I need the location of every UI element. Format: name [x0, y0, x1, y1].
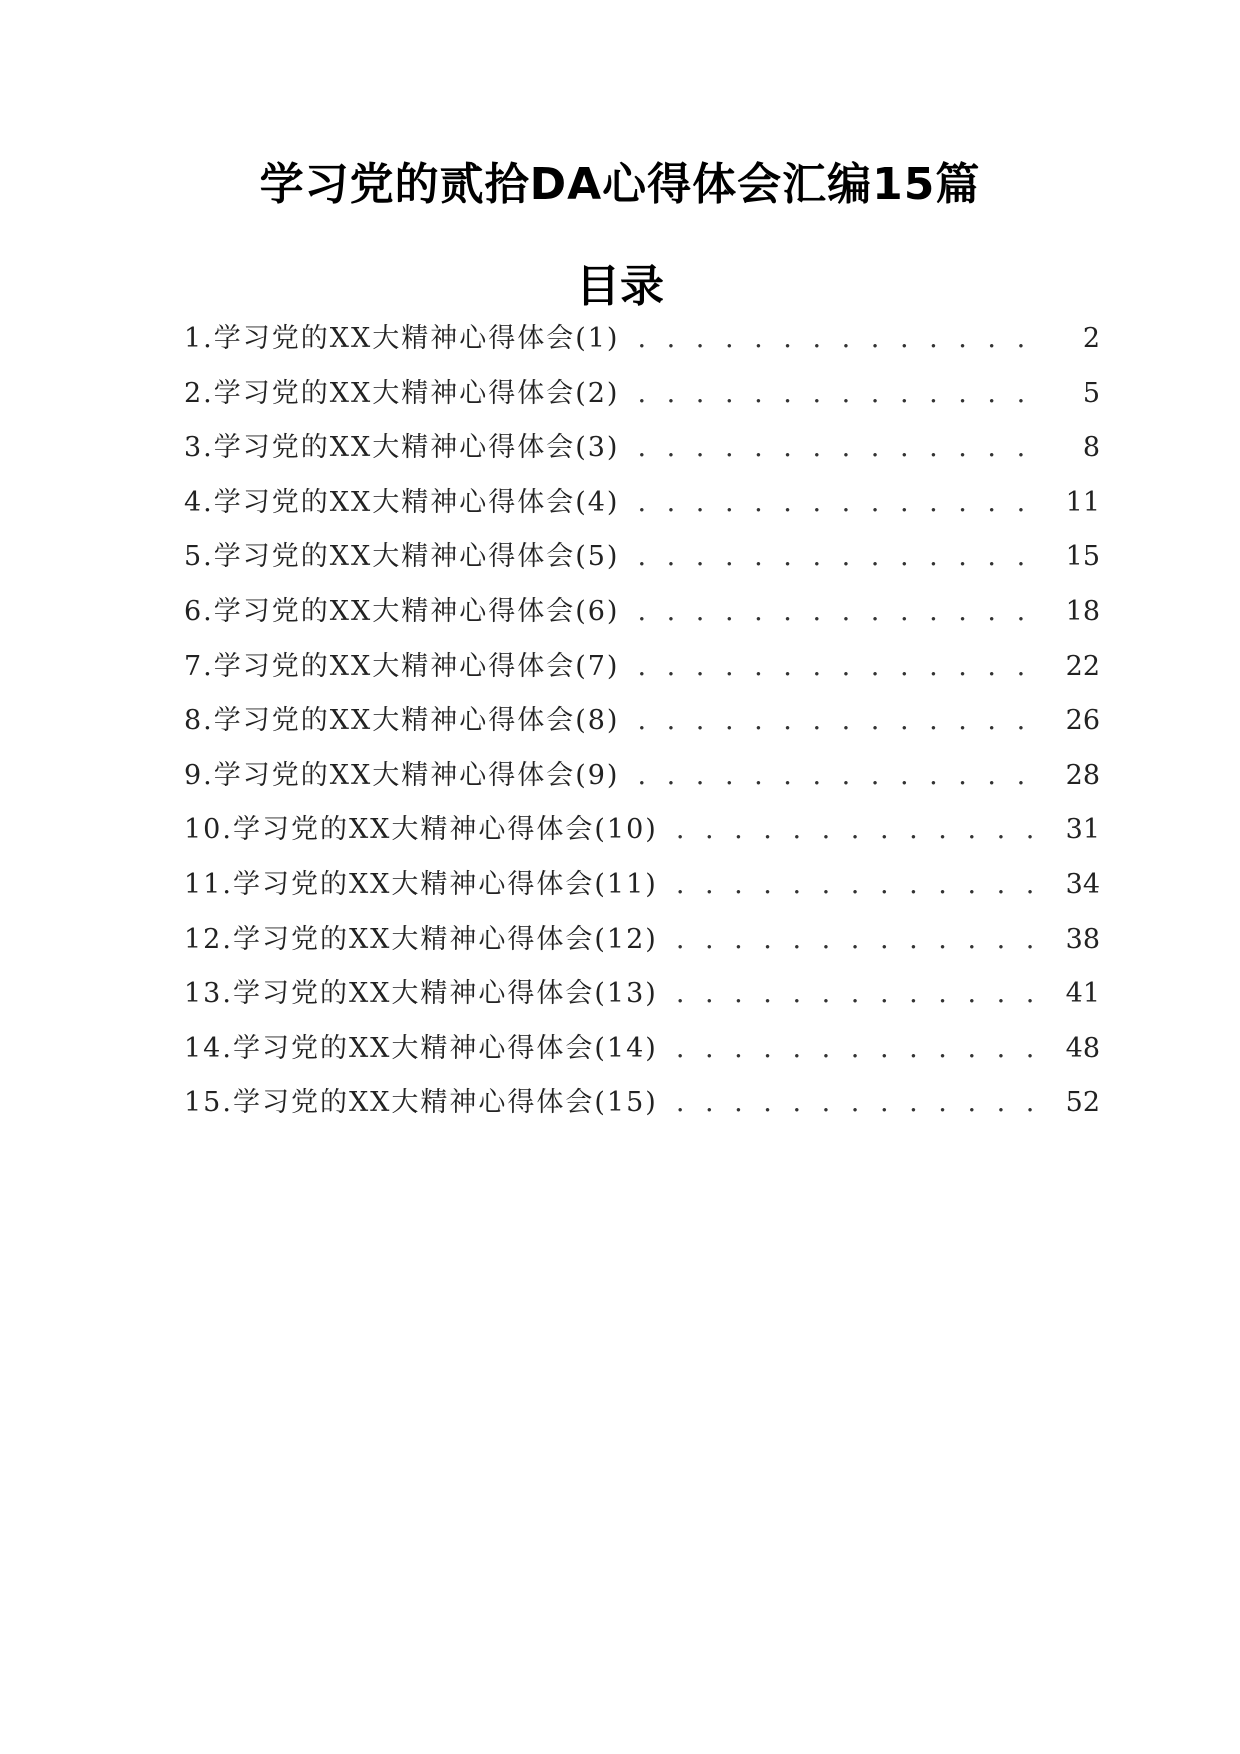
toc-dot-leader: [637, 421, 1048, 476]
toc-dot-leader: [676, 967, 1048, 1022]
toc-entry-label: 2.学习党的XX大精神心得体会(2): [184, 377, 620, 409]
toc-entry-label: 8.学习党的XX大精神心得体会(8): [184, 705, 620, 737]
toc-entry[interactable]: [184, 858, 1100, 913]
table-of-contents: [184, 312, 1100, 1131]
toc-entry-page-number: 15: [1065, 541, 1100, 573]
toc-dot-leader: [676, 1022, 1048, 1077]
toc-entry[interactable]: [184, 585, 1100, 640]
toc-entry[interactable]: [184, 312, 1100, 367]
toc-entry[interactable]: [184, 967, 1100, 1022]
toc-entry-label: 9.学习党的XX大精神心得体会(9): [184, 759, 620, 791]
toc-entry-page-number: 26: [1065, 705, 1100, 737]
toc-entry-label: 15.学习党的XX大精神心得体会(15): [184, 1087, 658, 1119]
toc-entry[interactable]: [184, 913, 1100, 968]
toc-entry-page-number: 5: [1082, 377, 1100, 409]
toc-dot-leader: [676, 803, 1048, 858]
toc-entry[interactable]: [184, 530, 1100, 585]
toc-entry-page-number: 8: [1082, 432, 1100, 464]
toc-dot-leader: [637, 585, 1048, 640]
toc-entry-page-number: 22: [1065, 650, 1100, 682]
toc-entry-page-number: 38: [1065, 923, 1100, 955]
toc-entry-label: 12.学习党的XX大精神心得体会(12): [184, 923, 658, 955]
toc-entry-page-number: 11: [1065, 486, 1100, 518]
toc-entry-page-number: 2: [1082, 323, 1100, 354]
toc-dot-leader: [637, 530, 1048, 585]
toc-entry-label: 7.学习党的XX大精神心得体会(7): [184, 650, 620, 682]
toc-entry[interactable]: [184, 476, 1100, 531]
toc-entry-page-number: 28: [1065, 759, 1100, 791]
toc-dot-leader: [676, 858, 1048, 913]
toc-heading: 目录: [576, 261, 664, 312]
toc-entry-label: 4.学习党的XX大精神心得体会(4): [184, 486, 620, 518]
toc-dot-leader: [637, 694, 1048, 749]
toc-entry[interactable]: [184, 749, 1100, 804]
toc-entry-page-number: 41: [1065, 978, 1100, 1010]
toc-entry[interactable]: [184, 367, 1100, 422]
toc-entry[interactable]: [184, 1076, 1100, 1131]
toc-entry[interactable]: [184, 640, 1100, 695]
toc-entry-page-number: 18: [1065, 595, 1100, 627]
toc-dot-leader: [637, 640, 1048, 695]
toc-entry-label: 5.学习党的XX大精神心得体会(5): [184, 541, 620, 573]
toc-dot-leader: [676, 913, 1048, 968]
toc-entry-page-number: 31: [1065, 814, 1100, 846]
toc-entry-label: 11.学习党的XX大精神心得体会(11): [184, 868, 658, 900]
document-title: 学习党的贰拾DA心得体会汇编15篇: [259, 159, 981, 210]
toc-entry-label: 14.学习党的XX大精神心得体会(14): [184, 1032, 658, 1064]
toc-entry-label: 6.学习党的XX大精神心得体会(6): [184, 595, 620, 627]
toc-entry[interactable]: [184, 803, 1100, 858]
toc-entry-label: 13.学习党的XX大精神心得体会(13): [184, 978, 658, 1010]
toc-entry-page-number: 48: [1065, 1032, 1100, 1064]
toc-entry[interactable]: [184, 421, 1100, 476]
toc-dot-leader: [637, 367, 1048, 422]
toc-entry-page-number: 34: [1065, 868, 1100, 900]
toc-dot-leader: [676, 1076, 1048, 1131]
toc-entry-label: 10.学习党的XX大精神心得体会(10): [184, 814, 658, 846]
toc-dot-leader: [637, 312, 1048, 367]
toc-entry[interactable]: [184, 1022, 1100, 1077]
toc-entry-label: 3.学习党的XX大精神心得体会(3): [184, 432, 620, 464]
toc-entry-label: 1.学习党的XX大精神心得体会(1): [184, 323, 620, 354]
toc-dot-leader: [637, 476, 1048, 531]
toc-dot-leader: [637, 749, 1048, 804]
toc-entry[interactable]: [184, 694, 1100, 749]
toc-entry-page-number: 52: [1065, 1087, 1100, 1119]
